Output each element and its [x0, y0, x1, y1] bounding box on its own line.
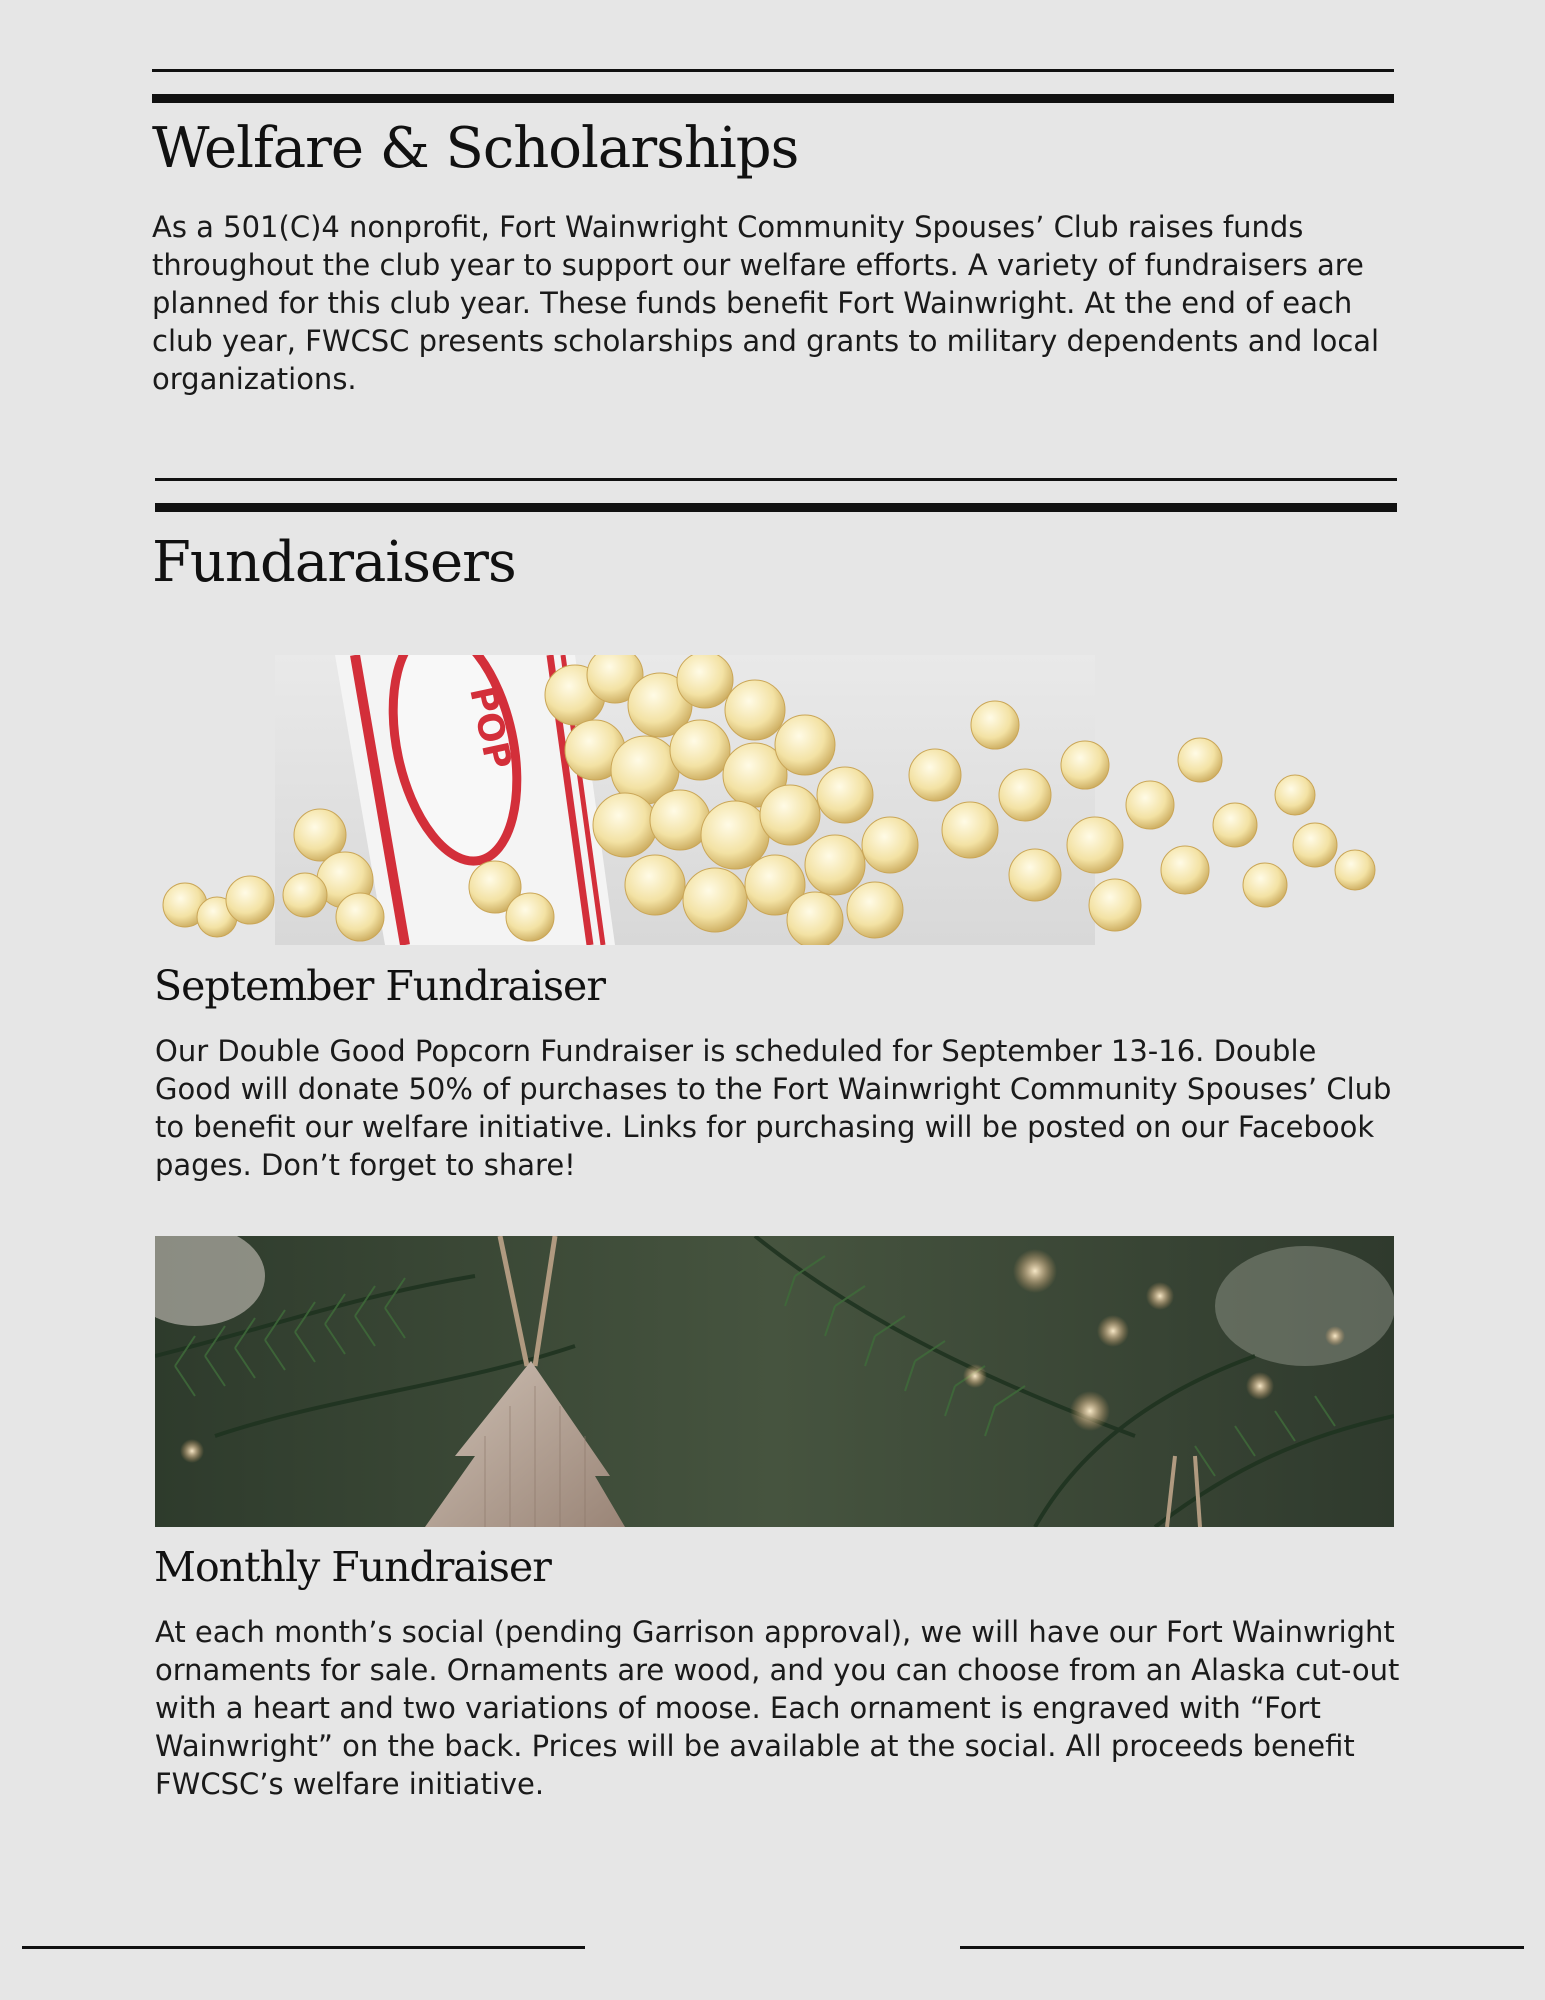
popcorn-photo	[155, 655, 1395, 945]
welfare-heading: Welfare & Scholarships	[152, 116, 799, 181]
welfare-top-thick-rule	[152, 94, 1394, 103]
christmas-ornament-photo	[155, 1236, 1394, 1527]
welfare-top-thin-rule	[152, 69, 1394, 72]
svg-text:POP: POP	[461, 682, 519, 773]
september-fundraiser-heading: September Fundraiser	[154, 962, 605, 1010]
fundraisers-heading: Fundaraisers	[152, 530, 516, 595]
monthly-fundraiser-heading: Monthly Fundraiser	[154, 1543, 551, 1591]
september-fundraiser-paragraph: Our Double Good Popcorn Fundraiser is scheduled for September 13-16. Double Good will donate 50% of purchases to the Fort Wainwright Community Spouses’ Club to benefit our welfare initiative. Links for purchasing will be posted on our Facebook pages. Don’t forget to share!	[155, 1034, 1392, 1182]
footer-right-rule	[960, 1946, 1524, 1949]
fundraisers-top-thin-rule	[155, 478, 1397, 481]
monthly-fundraiser-paragraph: At each month’s social (pending Garrison approval), we will have our Fort Wainwright ornaments for sale. Ornaments are wood, and you can choose from an Alaska cut-out with a heart and two variations of moose. Each ornament is engraved with “Fort Wainwright” on the back. Prices will be available at the social. All proceeds benefit FWCSC’s welfare initiative.	[155, 1615, 1400, 1801]
footer-left-rule	[22, 1946, 585, 1949]
welfare-paragraph: As a 501(C)4 nonprofit, Fort Wainwright Community Spouses’ Club raises funds throughout the club year to support our welfare efforts. A variety of fundraisers are planned for this club year. These funds benefit Fort Wainwright. At the end of each club year, FWCSC presents scholarships and grants to military dependents and local organizations.	[152, 210, 1380, 396]
fundraisers-top-thick-rule	[155, 503, 1397, 512]
